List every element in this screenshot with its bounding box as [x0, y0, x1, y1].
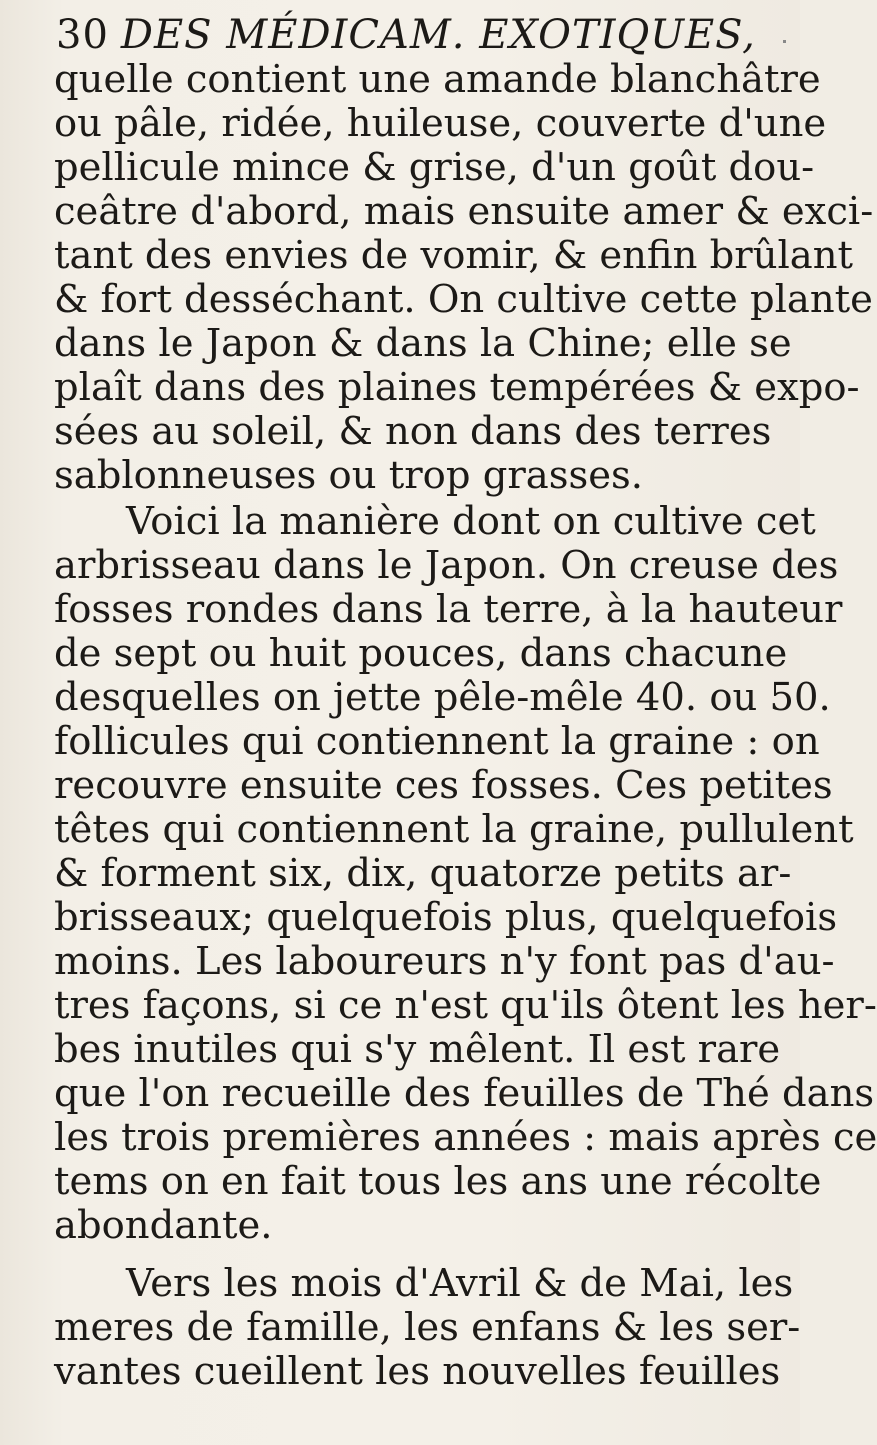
- text-line: meres de famille, les enfans & les ser-: [54, 1305, 801, 1350]
- text-line: fosses rondes dans la terre, à la hauteur: [54, 587, 843, 632]
- page-number: 30: [56, 12, 109, 58]
- text-line: ceâtre d'abord, mais ensuite amer & exci-: [54, 189, 874, 234]
- text-line: abondante.: [54, 1203, 273, 1248]
- text-line: plaît dans des plaines tempérées & expo-: [54, 365, 860, 410]
- text-line: tems on en fait tous les ans une récolte: [54, 1159, 822, 1204]
- text-line: de sept ou huit pouces, dans chacune: [54, 631, 788, 676]
- text-line: sées au soleil, & non dans des terres: [54, 409, 772, 454]
- text-line: quelle contient une amande blanchâtre: [54, 57, 821, 102]
- text-line: bes inutiles qui s'y mêlent. Il est rare: [54, 1027, 781, 1072]
- text-line: recouvre ensuite ces fosses. Ces petites: [54, 763, 833, 808]
- text-line: desquelles on jette pêle-mêle 40. ou 50.: [54, 675, 831, 720]
- text-line: brisseaux; quelquefois plus, quelquefois: [54, 895, 838, 940]
- text-line: tant des envies de vomir, & enfin brûlant: [54, 233, 854, 278]
- running-title: DES MÉDICAM. EXOTIQUES,: [120, 12, 756, 58]
- text-line: que l'on recueille des feuilles de Thé dans: [54, 1071, 875, 1116]
- text-line: les trois premières années : mais après ce: [54, 1115, 877, 1160]
- text-line: tres façons, si ce n'est qu'ils ôtent les her-: [54, 983, 877, 1028]
- paragraph-start-line: Vers les mois d'Avril & de Mai, les: [126, 1261, 794, 1306]
- text-line: pellicule mince & grise, d'un goût dou-: [54, 145, 815, 190]
- text-line: arbrisseau dans le Japon. On creuse des: [54, 543, 839, 588]
- paragraph-start-line: Voici la manière dont on cultive cet: [126, 499, 816, 544]
- margin-mark: [783, 40, 786, 43]
- text-line: dans le Japon & dans la Chine; elle se: [54, 321, 792, 366]
- text-line: follicules qui contiennent la graine : on: [54, 719, 820, 764]
- text-line: vantes cueillent les nouvelles feuilles: [54, 1349, 781, 1394]
- text-line: & forment six, dix, quatorze petits ar-: [54, 851, 792, 896]
- text-line: moins. Les laboureurs n'y font pas d'au-: [54, 939, 835, 984]
- text-line: têtes qui contiennent la graine, pullulent: [54, 807, 854, 852]
- text-line: ou pâle, ridée, huileuse, couverte d'une: [54, 101, 827, 146]
- text-line: sablonneuses ou trop grasses.: [54, 453, 644, 498]
- text-line: & fort desséchant. On cultive cette plante: [54, 277, 873, 322]
